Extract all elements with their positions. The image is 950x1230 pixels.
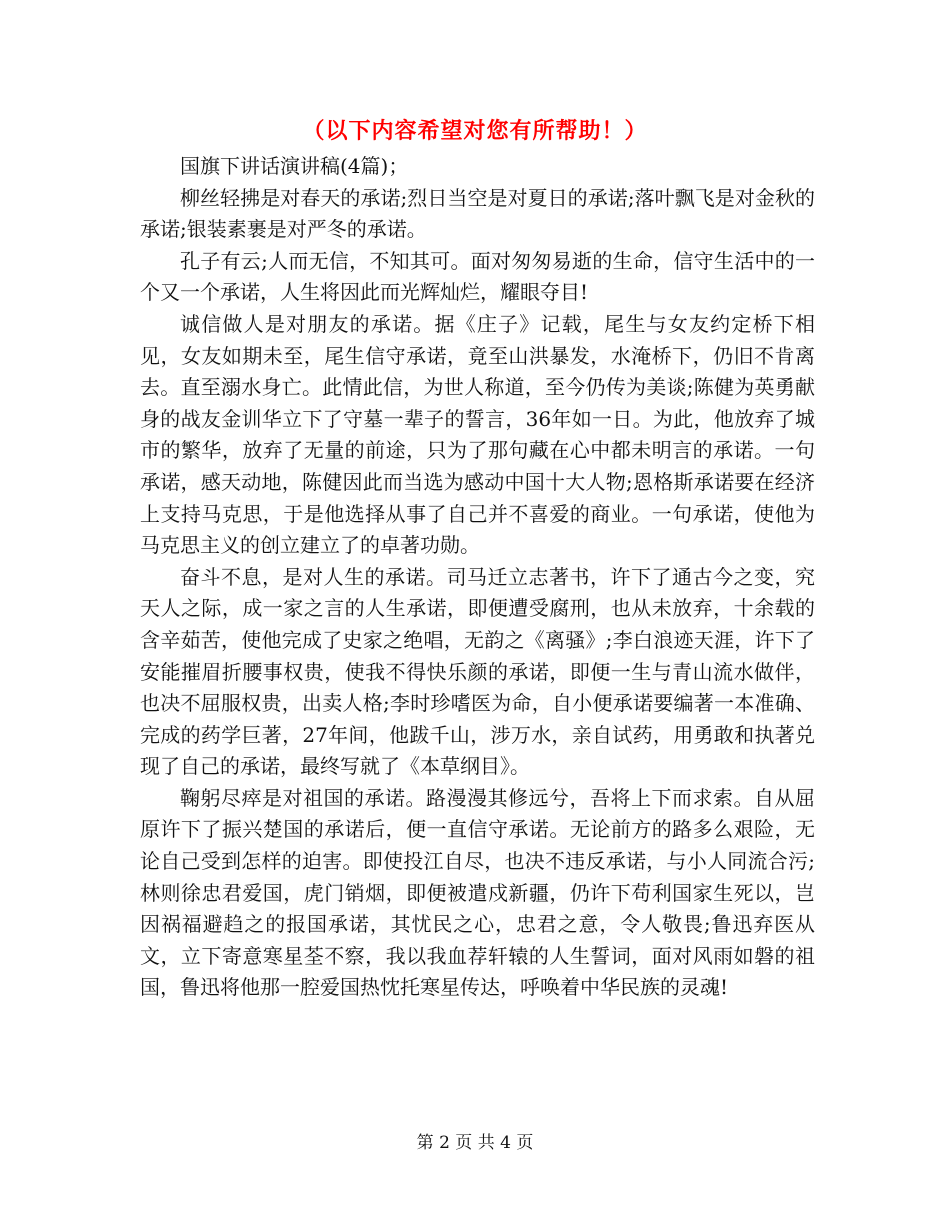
paragraph-seasons: 柳丝轻拂是对春天的承诺;烈日当空是对夏日的承诺;落叶飘飞是对金秋的承诺;银装素裹是对严冬的承诺。 (140, 185, 815, 242)
helpful-note-header: （以下内容希望对您有所帮助！） (302, 119, 648, 144)
page-footer (0, 1128, 950, 1153)
paragraph-friendship: 诚信做人是对朋友的承诺。据《庄子》记载，尾生与女友约定桥下相见，女友如期未至，尾生信守承诺，竟至山洪暴发，水淹桥下，仍旧不肯离去。直至溺水身亡。此情此信，为世人称道，至今仍传为美谈;陈健为英勇献身的战友金训华立下了守墓一辈子的誓言，36年如一日。为此，他放弃了城市的繁华，放弃了无量的前途，只为了那句藏在心中都未明言的承诺。一句承诺，感天动地，陈健因此而当选为感动中国十大人物;恩格斯承诺要在经济上支持马克思，于是他选择从事了自己并不喜爱的商业。一句承诺，使他为马克思主义的创立建立了的卓著功勋。 (140, 311, 815, 558)
page-number: 第 2 页 共 4 页 (416, 1133, 534, 1153)
document-body (140, 151, 815, 1004)
paragraph-motherland: 鞠躬尽瘁是对祖国的承诺。路漫漫其修远兮，吾将上下而求索。自从屈原许下了振兴楚国的承诺后，便一直信守承诺。无论前方的路多么艰险，无论自己受到怎样的迫害。即使投江自尽，也决不违反承诺，与小人同流合污;林则徐忠君爱国，虎门销烟，即便被遣戍新疆，仍许下苟利国家生死以，岂因祸福避趋之的报国承诺，其忧民之心，忠君之意，令人敬畏;鲁迅弃医从文，立下寄意寒星荃不察，我以我血荐轩辕的人生誓词，面对风雨如磐的祖国，鲁迅将他那一腔爱国热忱托寒星传达，呼唤着中华民族的灵魂! (140, 785, 815, 1000)
document-title: 国旗下讲话演讲稿(4篇)； (180, 154, 409, 178)
paragraph-striving: 奋斗不息，是对人生的承诺。司马迁立志著书，许下了通古今之变，究天人之际，成一家之言的人生承诺，即便遭受腐刑，也从未放弃，十余载的含辛茹苦，使他完成了史家之绝唱，无韵之《离骚》;李白浪迹天涯，许下了安能摧眉折腰事权贵，使我不得快乐颜的承诺，即便一生与青山流水做伴，也决不屈服权贵，出卖人格;李时珍嗜医为命，自小便承诺要编著一本准确、完成的药学巨著，27年间，他跋千山，涉万水，亲自试药，用勇敢和执著兑现了自己的承诺，最终写就了《本草纲目》。 (140, 564, 815, 779)
paragraph-confucius: 孔子有云;人而无信，不知其可。面对匆匆易逝的生命，信守生活中的一个又一个承诺，人生将因此而光辉灿烂，耀眼夺目! (140, 248, 815, 305)
